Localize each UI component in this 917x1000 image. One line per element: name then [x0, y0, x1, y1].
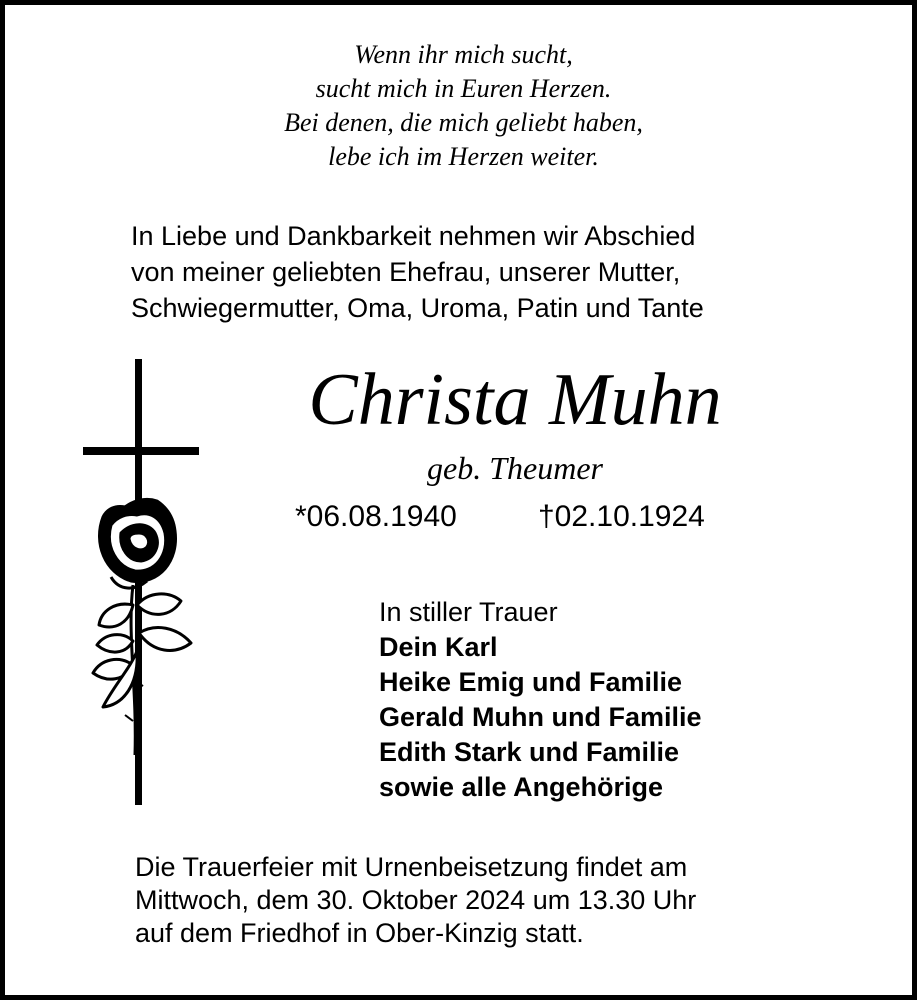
mourners-heading: In stiller Trauer [379, 597, 558, 627]
intro-line: von meiner geliebten Ehefrau, unserer Mutter, [131, 257, 681, 287]
poem-line: lebe ich im Herzen weiter. [328, 142, 599, 171]
intro-line: In Liebe und Dankbarkeit nehmen wir Abschied [131, 221, 696, 251]
mourner-name: Gerald Muhn und Familie [379, 702, 702, 732]
mourners-list [379, 595, 702, 805]
mourner-name: Heike Emig und Familie [379, 667, 683, 697]
poem-line: Wenn ihr mich sucht, [354, 40, 573, 69]
poem-line: sucht mich in Euren Herzen. [315, 74, 612, 103]
poem [5, 38, 917, 174]
funeral-line: auf dem Friedhof in Ober-Kinzig statt. [135, 918, 584, 948]
mourner-name: sowie alle Angehörige [379, 772, 664, 802]
mourner-name: Dein Karl [379, 632, 498, 662]
maiden-name: geb. Theumer [427, 450, 603, 486]
funeral-line: Die Trauerfeier mit Urnenbeisetzung findet am [135, 852, 688, 882]
funeral-line: Mittwoch, dem 30. Oktober 2024 um 13.30 Uhr [135, 885, 697, 915]
death-date: †02.10.1924 [538, 500, 705, 533]
deceased-name: Christa Muhn [308, 359, 722, 441]
poem-line: Bei denen, die mich geliebt haben, [284, 108, 643, 137]
mourner-name: Edith Stark und Familie [379, 737, 680, 767]
birth-date: *06.08.1940 [295, 500, 457, 533]
farewell-intro [131, 218, 704, 326]
intro-line: Schwiegermutter, Oma, Uroma, Patin und Tante [131, 293, 704, 323]
funeral-details [135, 851, 696, 950]
